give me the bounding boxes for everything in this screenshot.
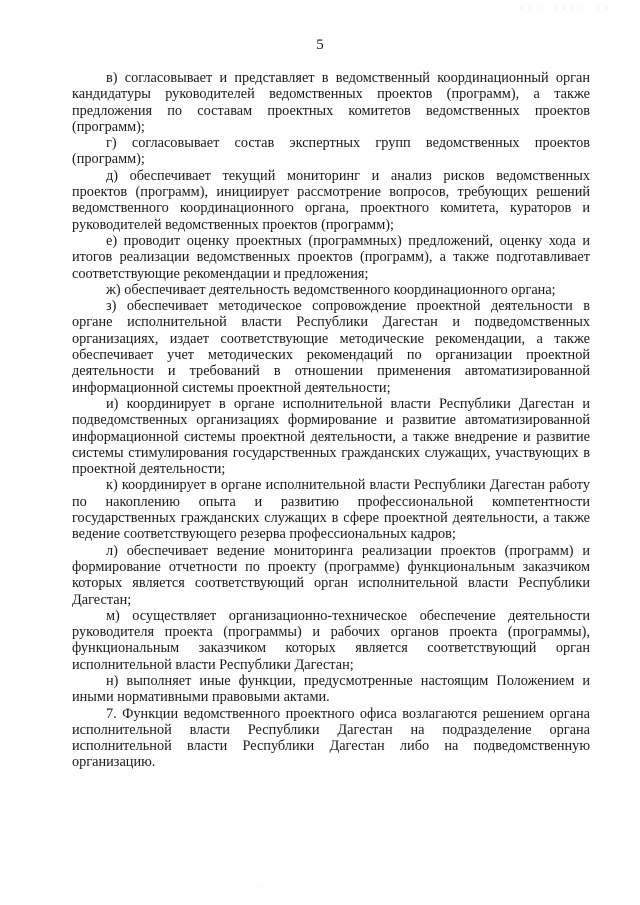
- paragraph-v: в) согласовывает и представляет в ведомственный координационный орган кандидатуры руководителей ведомственных проектов (программ), а также предложения по составам проектных комитетов ведомственных проектов (программ);: [72, 70, 590, 135]
- page-number: 5: [316, 37, 324, 53]
- document-body: [72, 70, 590, 771]
- paragraph-i: и) координирует в органе исполнительной власти Республики Дагестан и подведомственных организациях формирование и развитие автоматизированной информационной системы проектной деятельности, а также внедрение и развитие системы стимулирования государственных гражданских служащих, участвующих в проектной деятельности;: [72, 395, 590, 478]
- paragraph-g: г) согласовывает состав экспертных групп ведомственных проектов (программ);: [72, 135, 590, 168]
- scan-artifact: · · · · · · · · ·: [520, 4, 610, 13]
- paragraph-z: з) обеспечивает методическое сопровождение проектной деятельности в органе исполнительной власти Республики Дагестан и подведомственных организациях, издает соответствующие методические рекомендации, а также обеспечивает учет методических рекомендаций по организации проектной деятельности и требований в отношении применения автоматизированной информационной системы проектной деятельности;: [72, 298, 590, 396]
- paragraph-zh: ж) обеспечивает деятельность ведомственного координационного органа;: [106, 281, 556, 298]
- paragraph-7: 7. Функции ведомственного проектного офиса возлагаются решением органа исполнительной власти Республики Дагестан на подразделение органа исполнительной власти Республики Дагестан либо на подведомственную организацию.: [72, 705, 590, 771]
- paragraph-d: д) обеспечивает текущий мониторинг и анализ рисков ведомственных проектов (программ), инициирует рассмотрение вопросов, требующих решений ведомственного координационного органа, проектного комитета, кураторов и руководителей ведомственных проектов (программ);: [72, 167, 590, 233]
- paragraph-k: к) координирует в органе исполнительной власти Республики Дагестан работу по накоплению опыта и развитию профессиональной компетентности государственных гражданских служащих в сфере проектной деятельности, а также ведение соответствующего резерва профессиональных кадров;: [72, 477, 590, 543]
- paragraph-n: н) выполняет иные функции, предусмотренные настоящим Положением и иными нормативными правовыми актами.: [72, 672, 590, 706]
- paragraph-e: е) проводит оценку проектных (программных) предложений, оценку хода и итогов реализации ведомственных проектов (программ), а также подготавливает соответствующие рекомендации и предложения;: [72, 232, 590, 282]
- scan-artifact-bottom: ·: [260, 883, 263, 893]
- paragraph-m: м) осуществляет организационно-техническое обеспечение деятельности руководителя проекта (программы) и рабочих органов проекта (программы), функциональным заказчиком которых является соответствующий орган исполнительной власти Республики Дагестан;: [72, 607, 590, 673]
- paragraph-l: л) обеспечивает ведение мониторинга реализации проектов (программ) и формирование отчетности по проекту (программе) функциональным заказчиком которых является соответствующий орган исполнительной власти Республики Дагестан;: [72, 542, 590, 608]
